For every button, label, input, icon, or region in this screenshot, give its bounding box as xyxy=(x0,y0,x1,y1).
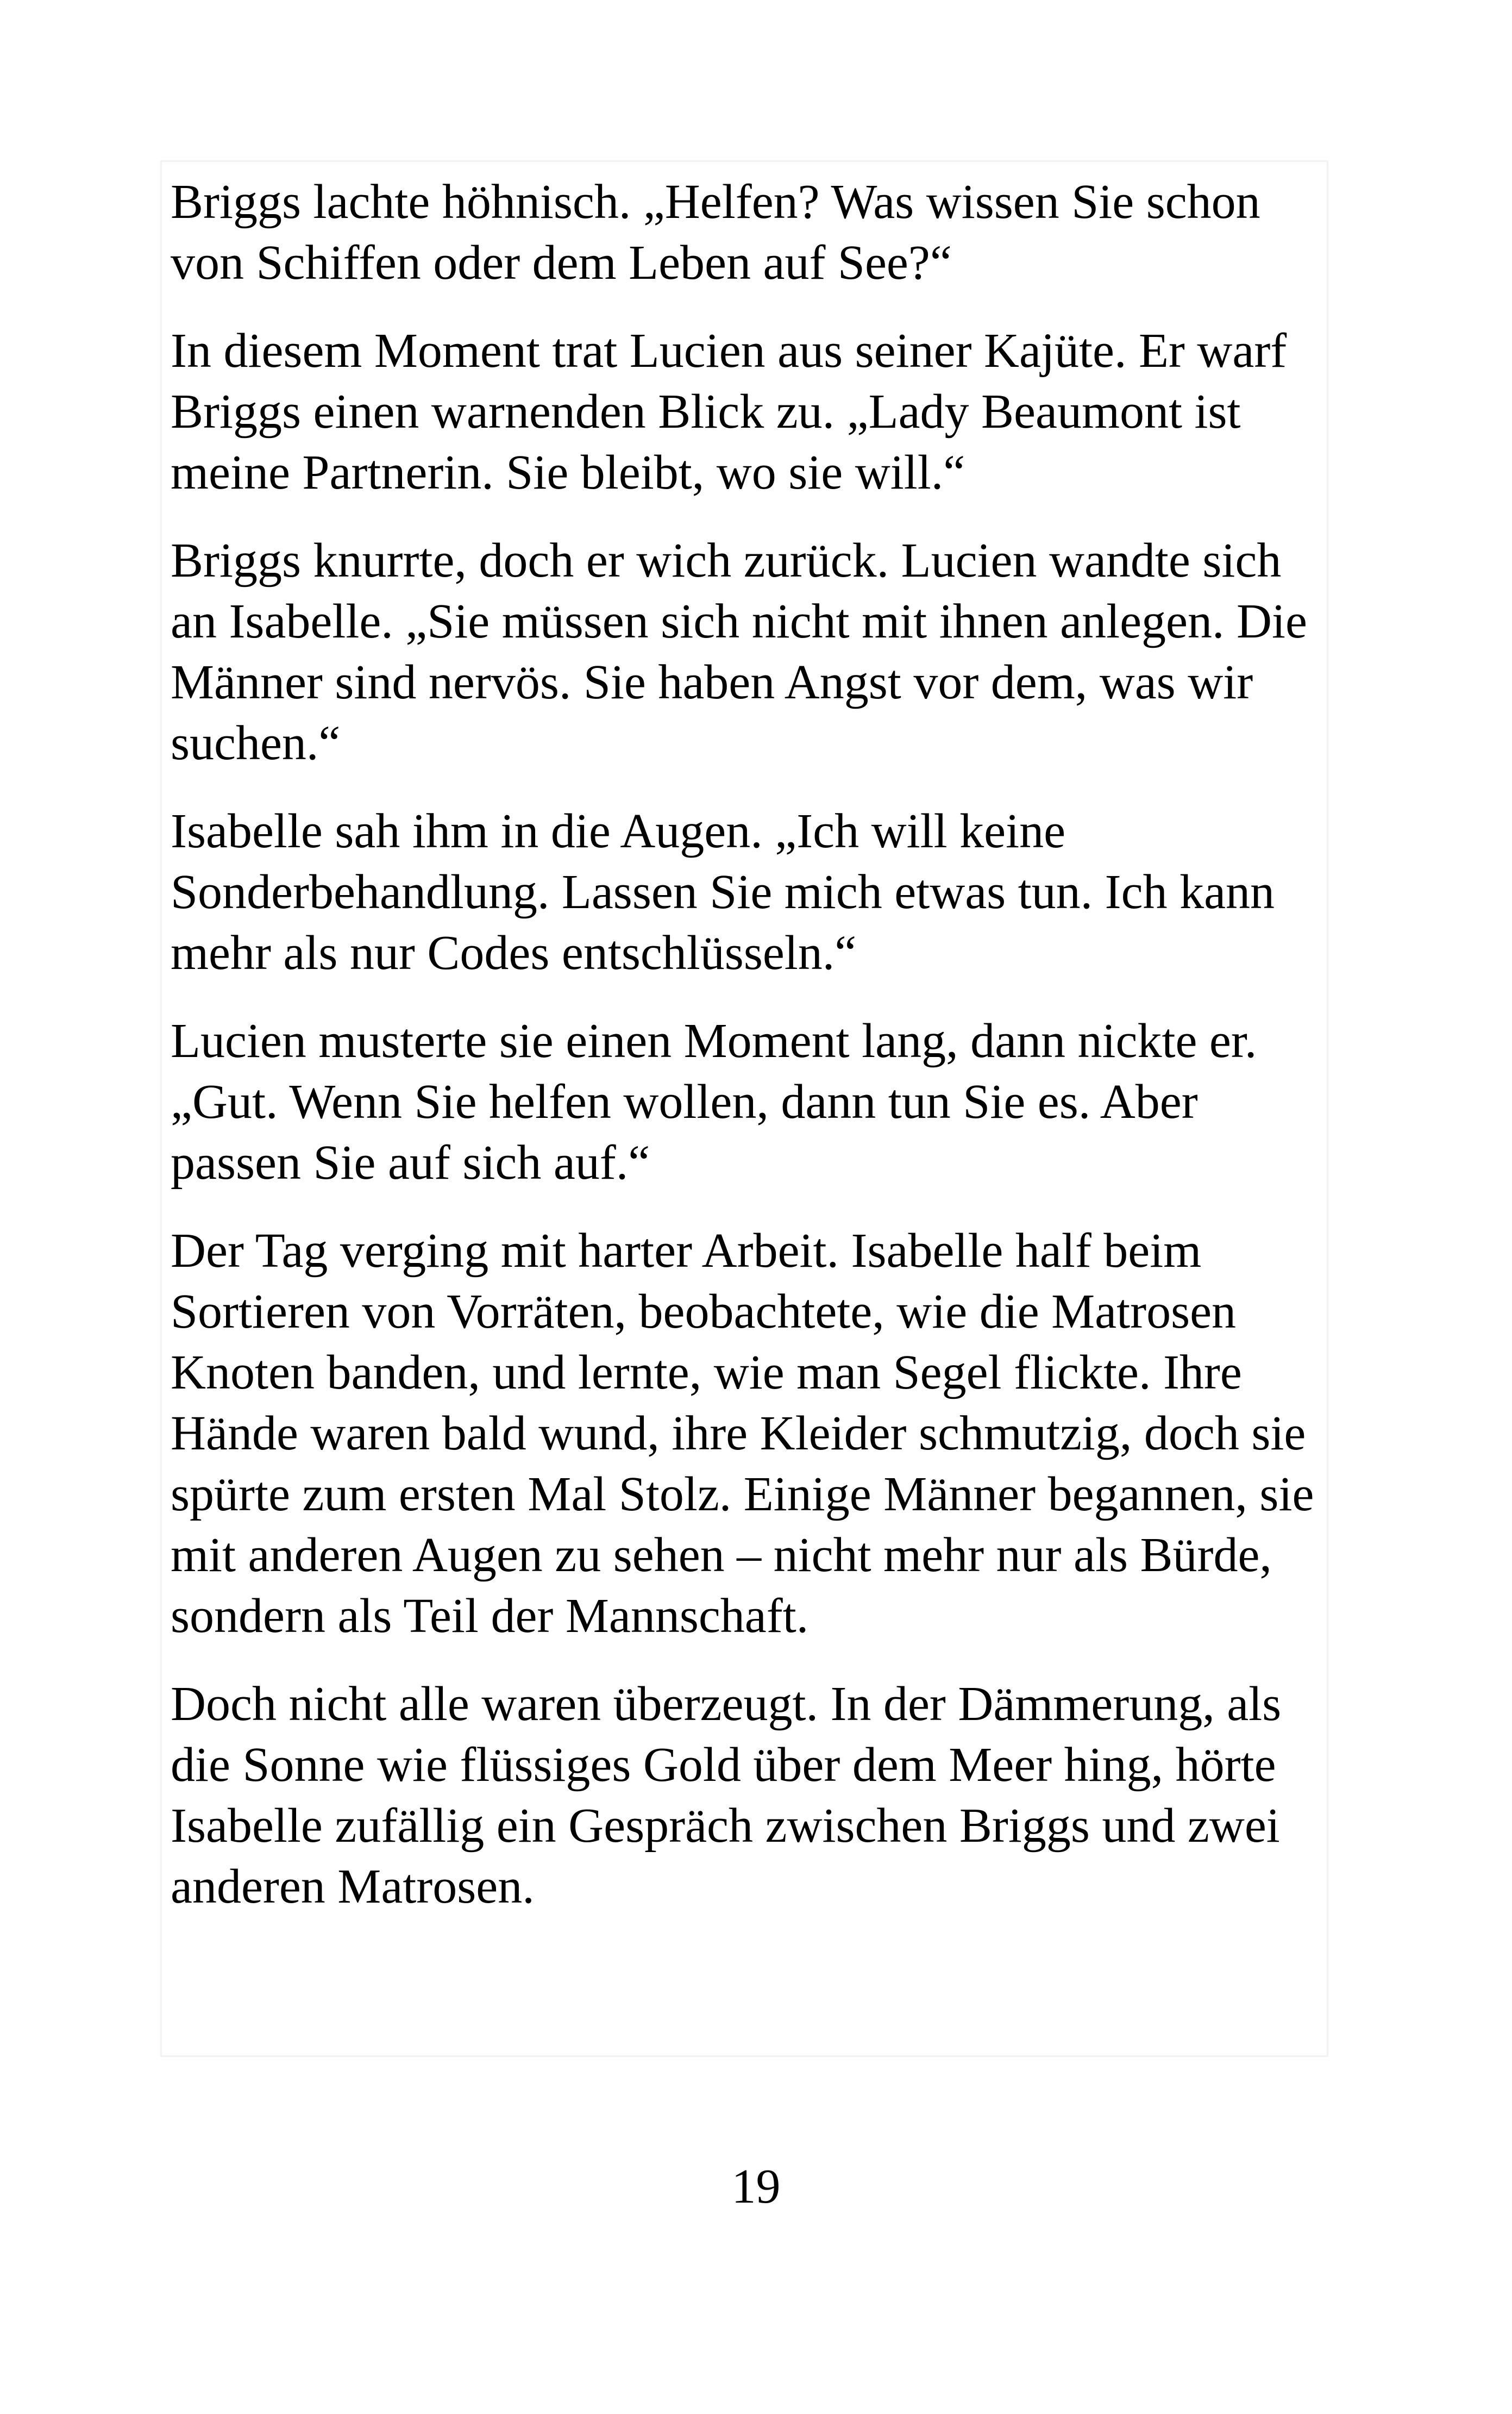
paragraph: Doch nicht alle waren überzeugt. In der Dämmerung, als die Sonne wie flüssiges Gold über dem Meer hing, hörte Isabelle zufällig ein Gespräch zwischen Briggs und zwei anderen Matrosen. xyxy=(171,1677,1282,1913)
text-frame xyxy=(160,160,1328,2057)
paragraph: Briggs lachte höhnisch. „Helfen? Was wissen Sie schon von Schiffen oder dem Leben auf See?“ xyxy=(171,175,1260,290)
paragraph: Der Tag verging mit harter Arbeit. Isabelle half beim Sortieren von Vorräten, beobachtete, wie die Matrosen Knoten banden, und lernte, wie man Segel flickte. Ihre Hände waren bald wund, ihre Kleider schmutzig, doch sie spürte zum ersten Mal Stolz. Einige Männer begannen, sie mit anderen Augen zu sehen – nicht mehr nur als Bürde, sondern als Teil der Mannschaft. xyxy=(171,1224,1314,1643)
paragraph: In diesem Moment trat Lucien aus seiner Kajüte. Er warf Briggs einen warnenden Blick zu. „Lady Beaumont ist meine Partnerin. Sie bleibt, wo sie will.“ xyxy=(171,324,1287,499)
paragraph: Lucien musterte sie einen Moment lang, dann nickte er. „Gut. Wenn Sie helfen wollen, dann tun Sie es. Aber passen Sie auf sich auf.“ xyxy=(171,1014,1257,1190)
paragraph: Briggs knurrte, doch er wich zurück. Lucien wandte sich an Isabelle. „Sie müssen sich nicht mit ihnen anlegen. Die Männer sind nervös. Sie haben Angst vor dem, was wir suchen.“ xyxy=(171,534,1307,770)
page-number: 19 xyxy=(731,2160,781,2213)
paragraph: Isabelle sah ihm in die Augen. „Ich will keine Sonderbehandlung. Lassen Sie mich etwas tun. Ich kann mehr als nur Codes entschlüsseln.“ xyxy=(171,804,1275,980)
